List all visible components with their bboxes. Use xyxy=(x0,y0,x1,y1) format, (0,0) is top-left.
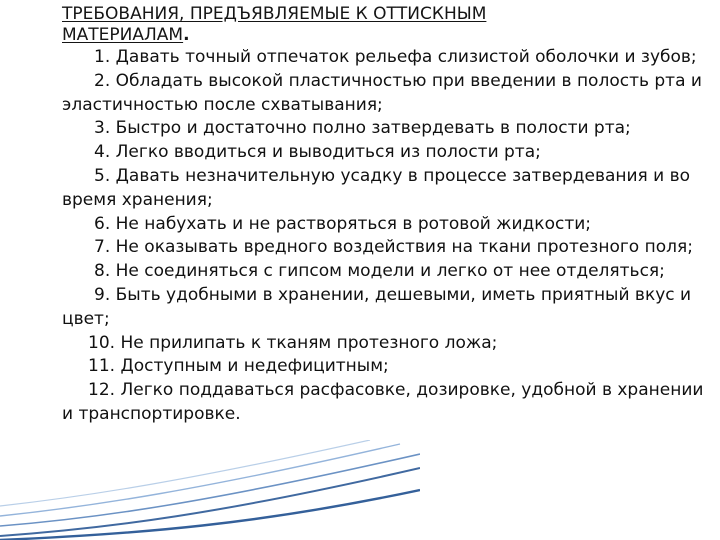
item-number: 10. xyxy=(88,332,116,353)
item-number: 12. xyxy=(88,380,116,401)
item-text: Легко поддаваться расфасовке, дозировке, удобной в хранении и транспортировке. xyxy=(62,380,704,424)
title-trailing-dot: . xyxy=(183,25,190,45)
list-item xyxy=(62,236,712,260)
title-line-1: ТРЕБОВАНИЯ, ПРЕДЪЯВЛЯЕМЫЕ К ОТТИСКНЫМ xyxy=(62,4,487,24)
title-line-2: МАТЕРИАЛАМ xyxy=(62,25,184,45)
item-number: 11. xyxy=(88,356,116,377)
item-text: Быть удобными в хранении, дешевыми, иметь приятный вкус и цвет; xyxy=(62,284,692,329)
list-item xyxy=(62,165,712,213)
list-item xyxy=(62,70,712,118)
item-number: 2. xyxy=(94,70,111,91)
item-number: 9. xyxy=(94,284,111,305)
item-text: Легко вводиться и выводиться из полости рта; xyxy=(115,142,541,163)
list-item xyxy=(62,355,712,379)
item-number: 7. xyxy=(94,237,111,258)
list-item xyxy=(62,379,712,427)
decorative-wave-lines xyxy=(0,440,420,540)
item-text: Давать точный отпечаток рельефа слизистой оболочки и зубов; xyxy=(115,47,697,67)
item-text: Не прилипать к тканям протезного ложа; xyxy=(120,332,498,353)
item-text: Не соединяться с гипсом модели и легко от нее отделяться; xyxy=(115,261,665,282)
item-number: 6. xyxy=(94,213,111,234)
requirements-list xyxy=(62,46,712,427)
item-number: 5. xyxy=(94,165,111,186)
list-item xyxy=(62,46,712,70)
page-title xyxy=(62,4,712,46)
list-item xyxy=(62,213,712,237)
list-item xyxy=(62,332,712,356)
list-item xyxy=(62,117,712,141)
list-item xyxy=(62,284,712,332)
item-text: Давать незначительную усадку в процессе затвердевания и во время хранения; xyxy=(62,165,691,210)
wave-line xyxy=(0,440,370,506)
list-item xyxy=(62,260,712,284)
document-body xyxy=(62,4,712,427)
item-number: 1. xyxy=(94,47,111,67)
item-number: 8. xyxy=(94,261,111,282)
item-text: Не набухать и не растворяться в ротовой жидкости; xyxy=(115,213,591,234)
item-text: Не оказывать вредного воздействия на ткани протезного поля; xyxy=(115,237,693,258)
list-item xyxy=(62,141,712,165)
item-text: Доступным и недефицитным; xyxy=(120,356,389,377)
item-number: 3. xyxy=(94,118,111,139)
item-number: 4. xyxy=(94,142,111,163)
wave-line xyxy=(0,454,420,526)
item-text: Обладать высокой пластичностью при введении в полость рта и эластичностью после схватывания; xyxy=(62,70,702,115)
item-text: Быстро и достаточно полно затвердевать в полости рта; xyxy=(115,118,631,139)
